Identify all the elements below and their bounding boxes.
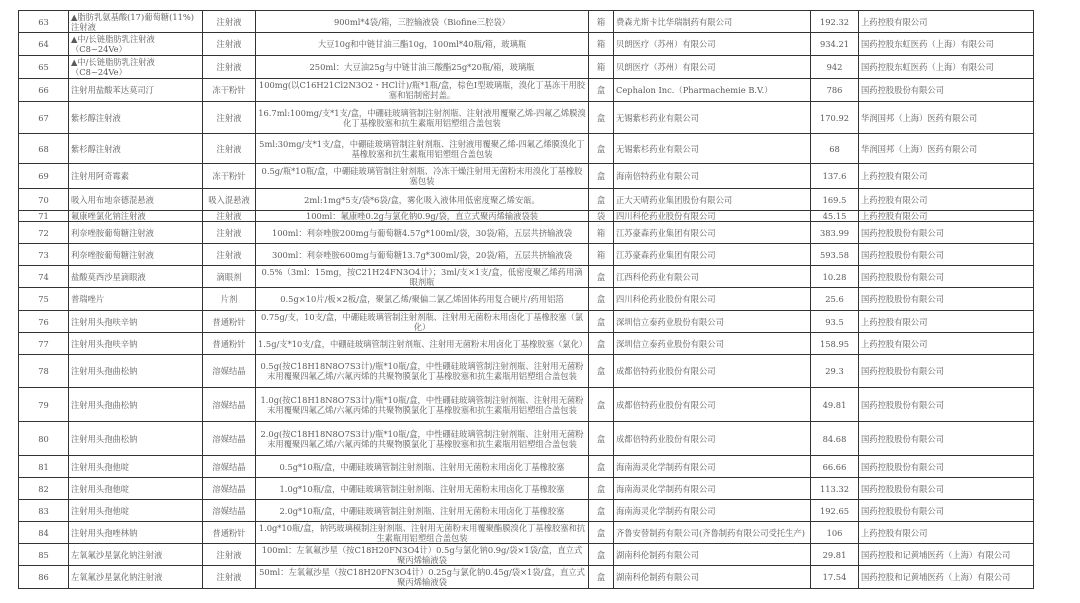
price-cell: 192.65 (811, 500, 859, 522)
row-number-cell: 80 (19, 422, 69, 456)
specification-cell: 2.0g*10瓶/盒，中硼硅玻璃管制注射剂瓶、注射用无菌粉末用卤化丁基橡胶塞 (256, 500, 589, 522)
manufacturer-cell: 深圳信立泰药业股份有限公司 (614, 333, 811, 355)
table-row (19, 456, 1034, 478)
drug-name-cell: 吸入用布地奈德混悬液 (69, 189, 203, 211)
distributor-cell: 国药控股股份有限公司 (859, 79, 1034, 102)
unit-cell: 箱 (589, 11, 614, 33)
manufacturer-cell: 齐鲁安替制药有限公司(齐鲁制药有限公司受托生产) (614, 522, 811, 544)
manufacturer-cell: 海南海灵化学制药有限公司 (614, 500, 811, 522)
unit-cell: 箱 (589, 244, 614, 266)
dosage-form-cell: 注射液 (203, 566, 256, 589)
row-number-cell: 75 (19, 288, 69, 311)
row-number-cell: 70 (19, 189, 69, 211)
specification-cell: 0.5g×10片/板×2板/盒，聚氯乙烯/聚偏二氯乙烯固体药用复合硬片/药用铝箔 (256, 288, 589, 311)
dosage-form-cell: 普通粉针 (203, 522, 256, 544)
price-cell: 25.6 (811, 288, 859, 311)
table-row (19, 522, 1034, 544)
unit-cell: 盒 (589, 388, 614, 422)
manufacturer-cell: 无锡紫杉药业有限公司 (614, 102, 811, 134)
row-number-cell: 68 (19, 134, 69, 164)
table-row (19, 333, 1034, 355)
manufacturer-cell: 成都倍特药业股份有限公司 (614, 388, 811, 422)
dosage-form-cell: 注射液 (203, 134, 256, 164)
distributor-cell: 国药控股东虹医药（上海）有限公司 (859, 56, 1034, 79)
drug-name-cell: ▲脂肪乳氨基酸(17)葡萄糖(11%)注射液 (69, 11, 203, 33)
specification-cell: 16.7ml:100mg/支*1支/盒，中硼硅玻璃管制注射剂瓶、注射液用覆聚乙烯-四氟乙烯膜溴化丁基橡胶塞和抗生素瓶用铝塑组合盖包装 (256, 102, 589, 134)
specification-cell: 300ml：利奈唑胺600mg与葡萄糖13.7g*300ml/袋，20袋/箱，五层共挤输液袋 (256, 244, 589, 266)
distributor-cell: 上药控股有限公司 (859, 164, 1034, 189)
unit-cell: 盒 (589, 134, 614, 164)
distributor-cell: 国药控股股份有限公司 (859, 422, 1034, 456)
drug-name-cell: 注射用头孢呋辛钠 (69, 311, 203, 333)
dosage-form-cell: 溶媒结晶 (203, 456, 256, 478)
price-cell: 170.92 (811, 102, 859, 134)
price-cell: 66.66 (811, 456, 859, 478)
manufacturer-cell: 贝朗医疗（苏州）有限公司 (614, 33, 811, 56)
dosage-form-cell: 片剂 (203, 288, 256, 311)
row-number-cell: 67 (19, 102, 69, 134)
price-cell: 934.21 (811, 33, 859, 56)
table-body (19, 11, 1034, 589)
price-cell: 17.54 (811, 566, 859, 589)
dosage-form-cell: 普通粉针 (203, 311, 256, 333)
drug-name-cell: 注射用头孢曲松钠 (69, 355, 203, 388)
drug-name-cell: 紫杉醇注射液 (69, 102, 203, 134)
manufacturer-cell: 无锡紫杉药业有限公司 (614, 134, 811, 164)
drug-name-cell: 左氧氟沙星氯化钠注射液 (69, 566, 203, 589)
specification-cell: 1.0g*10瓶/盒，钠钙玻璃模制注射剂瓶、注射用无菌粉末用覆聚酯膜溴化丁基橡胶塞和抗生素瓶用铝塑组合盖包装 (256, 522, 589, 544)
price-cell: 84.68 (811, 422, 859, 456)
manufacturer-cell: 成都倍特药业股份有限公司 (614, 355, 811, 388)
dosage-form-cell: 注射液 (203, 56, 256, 79)
manufacturer-cell: 四川科伦药业股份有限公司 (614, 288, 811, 311)
price-cell: 192.32 (811, 11, 859, 33)
distributor-cell: 国药控股股份有限公司 (859, 266, 1034, 288)
table-row (19, 311, 1034, 333)
table-row (19, 79, 1034, 102)
unit-cell: 盒 (589, 288, 614, 311)
specification-cell: 100mg(以C16H21Cl2N3O2・HCl计)/瓶*1瓶/盒，棕色Ⅰ型玻璃瓶，溴化丁基冻干用胶塞和铝制密封盖。 (256, 79, 589, 102)
row-number-cell: 71 (19, 211, 69, 222)
price-cell: 942 (811, 56, 859, 79)
manufacturer-cell: 四川科伦药业股份有限公司 (614, 211, 811, 222)
dosage-form-cell: 注射液 (203, 211, 256, 222)
table-row (19, 500, 1034, 522)
dosage-form-cell: 注射液 (203, 102, 256, 134)
unit-cell: 箱 (589, 56, 614, 79)
row-number-cell: 84 (19, 522, 69, 544)
drug-name-cell: 注射用头孢他啶 (69, 500, 203, 522)
table-row (19, 211, 1034, 222)
specification-cell: 1.5g/支*10支/盒，中硼硅玻璃管制注射剂瓶、注射用无菌粉末用卤化丁基橡胶塞（氯化） (256, 333, 589, 355)
dosage-form-cell: 溶媒结晶 (203, 355, 256, 388)
row-number-cell: 86 (19, 566, 69, 589)
unit-cell: 盒 (589, 266, 614, 288)
specification-cell: 0.5g/瓶*10瓶/盒，中硼硅玻璃管制注射剂瓶、冷冻干燥注射用无菌粉末用溴化丁基橡胶塞包装 (256, 164, 589, 189)
dosage-form-cell: 溶媒结晶 (203, 388, 256, 422)
unit-cell: 盒 (589, 478, 614, 500)
dosage-form-cell: 普通粉针 (203, 333, 256, 355)
dosage-form-cell: 冻干粉针 (203, 164, 256, 189)
distributor-cell: 国药控股股份有限公司 (859, 222, 1034, 244)
manufacturer-cell: 海南海灵化学制药有限公司 (614, 478, 811, 500)
price-cell: 68 (811, 134, 859, 164)
distributor-cell: 国药控股股份有限公司 (859, 388, 1034, 422)
row-number-cell: 69 (19, 164, 69, 189)
drug-name-cell: 利奈唑胺葡萄糖注射液 (69, 244, 203, 266)
unit-cell: 盒 (589, 164, 614, 189)
row-number-cell: 81 (19, 456, 69, 478)
distributor-cell: 国药控股和记黄埔医药（上海）有限公司 (859, 566, 1034, 589)
manufacturer-cell: 湖南科伦制药有限公司 (614, 544, 811, 566)
unit-cell: 盒 (589, 102, 614, 134)
row-number-cell: 78 (19, 355, 69, 388)
unit-cell: 盒 (589, 189, 614, 211)
specification-cell: 900ml*4袋/箱，三腔输液袋（Biofine三腔袋） (256, 11, 589, 33)
specification-cell: 1.0g*10瓶/盒，中硼硅玻璃管制注射剂瓶、注射用无菌粉末用卤化丁基橡胶塞 (256, 478, 589, 500)
specification-cell: 100ml：利奈唑胺200mg与葡萄糖4.57g*100ml/袋，30袋/箱，五层共挤输液袋 (256, 222, 589, 244)
drug-name-cell: 注射用头孢曲松钠 (69, 422, 203, 456)
price-cell: 113.32 (811, 478, 859, 500)
table-row (19, 566, 1034, 589)
price-cell: 158.95 (811, 333, 859, 355)
distributor-cell: 国药控股股份有限公司 (859, 288, 1034, 311)
row-number-cell: 83 (19, 500, 69, 522)
drug-name-cell: 注射用盐酸苯达莫司汀 (69, 79, 203, 102)
specification-cell: 5ml:30mg/支*1支/盒，中硼硅玻璃管制注射剂瓶、注射液用覆聚乙烯-四氟乙烯膜溴化丁基橡胶塞和抗生素瓶用铝塑组合盖包装 (256, 134, 589, 164)
drug-name-cell: 氟康唑氯化钠注射液 (69, 211, 203, 222)
manufacturer-cell: Cephalon Inc.（Pharmachemie B.V.） (614, 79, 811, 102)
table-row (19, 33, 1034, 56)
specification-cell: 250ml：大豆油25g与中链甘油三酸酯25g*20瓶/箱，玻璃瓶 (256, 56, 589, 79)
drug-name-cell: 利奈唑胺葡萄糖注射液 (69, 222, 203, 244)
row-number-cell: 72 (19, 222, 69, 244)
drug-name-cell: 注射用头孢他啶 (69, 478, 203, 500)
unit-cell: 盒 (589, 355, 614, 388)
dosage-form-cell: 注射液 (203, 544, 256, 566)
distributor-cell: 国药控股东虹医药（上海）有限公司 (859, 33, 1034, 56)
price-cell: 786 (811, 79, 859, 102)
price-cell: 29.3 (811, 355, 859, 388)
manufacturer-cell: 江苏豪森药业集团有限公司 (614, 244, 811, 266)
drug-name-cell: 注射用阿奇霉素 (69, 164, 203, 189)
manufacturer-cell: 海南海灵化学制药有限公司 (614, 456, 811, 478)
distributor-cell: 上药控股有限公司 (859, 189, 1034, 211)
unit-cell: 盒 (589, 456, 614, 478)
unit-cell: 箱 (589, 33, 614, 56)
table-row (19, 11, 1034, 33)
drug-name-cell: 盐酸莫西沙星滴眼液 (69, 266, 203, 288)
row-number-cell: 82 (19, 478, 69, 500)
drug-name-cell: ▲中/长链脂肪乳注射液（C8~24Ve） (69, 56, 203, 79)
dosage-form-cell: 溶媒结晶 (203, 422, 256, 456)
price-cell: 93.5 (811, 311, 859, 333)
distributor-cell: 上药控股有限公司 (859, 11, 1034, 33)
drug-name-cell: ▲中/长链脂肪乳注射液（C8~24Ve） (69, 33, 203, 56)
price-cell: 169.5 (811, 189, 859, 211)
distributor-cell: 国药控股股份有限公司 (859, 478, 1034, 500)
row-number-cell: 73 (19, 244, 69, 266)
specification-cell: 1.0g(按C18H18N8O7S3计)/瓶*10瓶/盒，中性硼硅玻璃管制注射剂瓶、注射用无菌粉末用覆聚四氟乙烯/六氟丙烯的共聚物膜氯化丁基橡胶塞和抗生素瓶用铝塑组合盖包装 (256, 388, 589, 422)
table-row (19, 244, 1034, 266)
price-cell: 137.6 (811, 164, 859, 189)
manufacturer-cell: 贝朗医疗（苏州）有限公司 (614, 56, 811, 79)
specification-cell: 2.0g(按C18H18N8O7S3计)/瓶*10瓶/盒，中性硼硅玻璃管制注射剂瓶、注射用无菌粉末用覆聚四氟乙烯/六氟丙烯的共聚物膜氯化丁基橡胶塞和抗生素瓶用铝塑组合盖包装 (256, 422, 589, 456)
distributor-cell: 上药控股有限公司 (859, 311, 1034, 333)
drug-price-table (18, 10, 1034, 589)
table-row (19, 478, 1034, 500)
row-number-cell: 85 (19, 544, 69, 566)
specification-cell: 100ml：氟康唑0.2g与氯化钠0.9g/袋，直立式聚丙烯输液袋装 (256, 211, 589, 222)
manufacturer-cell: 正大天晴药业集团股份有限公司 (614, 189, 811, 211)
specification-cell: 0.5g(按C18H18N8O7S3计)/瓶*10瓶/盒，中性硼硅玻璃管制注射剂瓶、注射用无菌粉末用覆聚四氟乙烯/六氟丙烯的共聚物膜氯化丁基橡胶塞和抗生素瓶用铝塑组合盖包装 (256, 355, 589, 388)
drug-name-cell: 紫杉醇注射液 (69, 134, 203, 164)
unit-cell: 盒 (589, 79, 614, 102)
distributor-cell: 国药控股股份有限公司 (859, 456, 1034, 478)
manufacturer-cell: 湖南科伦制药有限公司 (614, 566, 811, 589)
distributor-cell: 华润国邦（上海）医药有限公司 (859, 102, 1034, 134)
distributor-cell: 国药控股股份有限公司 (859, 500, 1034, 522)
distributor-cell: 国药控股股份有限公司 (859, 244, 1034, 266)
unit-cell: 盒 (589, 544, 614, 566)
manufacturer-cell: 海南倍特药业有限公司 (614, 164, 811, 189)
dosage-form-cell: 注射液 (203, 244, 256, 266)
unit-cell: 箱 (589, 222, 614, 244)
unit-cell: 袋 (589, 211, 614, 222)
distributor-cell: 上药控股有限公司 (859, 333, 1034, 355)
distributor-cell: 国药控股股份有限公司 (859, 355, 1034, 388)
price-cell: 10.28 (811, 266, 859, 288)
row-number-cell: 74 (19, 266, 69, 288)
dosage-form-cell: 注射液 (203, 222, 256, 244)
specification-cell: 0.75g/支，10支/盒，中硼硅玻璃管制注射剂瓶、注射用无菌粉末用卤化丁基橡胶塞（氯化） (256, 311, 589, 333)
drug-name-cell: 注射用头孢他啶 (69, 456, 203, 478)
unit-cell: 盒 (589, 566, 614, 589)
table-row (19, 189, 1034, 211)
price-cell: 45.15 (811, 211, 859, 222)
price-cell: 383.99 (811, 222, 859, 244)
unit-cell: 盒 (589, 311, 614, 333)
dosage-form-cell: 溶媒结晶 (203, 500, 256, 522)
manufacturer-cell: 成都倍特药业股份有限公司 (614, 422, 811, 456)
price-cell: 49.81 (811, 388, 859, 422)
price-cell: 593.58 (811, 244, 859, 266)
row-number-cell: 65 (19, 56, 69, 79)
specification-cell: 50ml：左氧氟沙星（按C18H20FN3O4计）0.25g与氯化钠0.45g/袋×1袋/盒，直立式聚丙烯输液袋 (256, 566, 589, 589)
unit-cell: 盒 (589, 422, 614, 456)
drug-name-cell: 注射用头孢唑林钠 (69, 522, 203, 544)
row-number-cell: 63 (19, 11, 69, 33)
distributor-cell: 国药控股和记黄埔医药（上海）有限公司 (859, 544, 1034, 566)
dosage-form-cell: 滴眼剂 (203, 266, 256, 288)
manufacturer-cell: 深圳信立泰药业股份有限公司 (614, 311, 811, 333)
dosage-form-cell: 冻干粉针 (203, 79, 256, 102)
table-row (19, 388, 1034, 422)
dosage-form-cell: 注射液 (203, 11, 256, 33)
row-number-cell: 64 (19, 33, 69, 56)
specification-cell: 100ml：左氧氟沙星（按C18H20FN3O4计）0.5g与氯化钠0.9g/袋×1袋/盒，直立式聚丙烯输液袋 (256, 544, 589, 566)
manufacturer-cell: 江苏豪森药业集团有限公司 (614, 222, 811, 244)
row-number-cell: 76 (19, 311, 69, 333)
table-row (19, 288, 1034, 311)
unit-cell: 盒 (589, 333, 614, 355)
row-number-cell: 79 (19, 388, 69, 422)
drug-name-cell: 注射用头孢呋辛钠 (69, 333, 203, 355)
dosage-form-cell: 吸入混悬液 (203, 189, 256, 211)
table-row (19, 222, 1034, 244)
table-row (19, 134, 1034, 164)
distributor-cell: 上药控股有限公司 (859, 211, 1034, 222)
table-row (19, 544, 1034, 566)
dosage-form-cell: 注射液 (203, 33, 256, 56)
table-row (19, 266, 1034, 288)
table-row (19, 56, 1034, 79)
dosage-form-cell: 溶媒结晶 (203, 478, 256, 500)
table-row (19, 422, 1034, 456)
manufacturer-cell: 费森尤斯卡比华瑞制药有限公司 (614, 11, 811, 33)
drug-name-cell: 注射用头孢曲松钠 (69, 388, 203, 422)
drug-name-cell: 普瑞唑片 (69, 288, 203, 311)
table-row (19, 164, 1034, 189)
row-number-cell: 77 (19, 333, 69, 355)
specification-cell: 0.5g*10瓶/盒，中硼硅玻璃管制注射剂瓶、注射用无菌粉末用卤化丁基橡胶塞 (256, 456, 589, 478)
specification-cell: 大豆10g和中链甘油三酯10g，100ml*40瓶/箱，玻璃瓶 (256, 33, 589, 56)
price-cell: 29.81 (811, 544, 859, 566)
distributor-cell: 华润国邦（上海）医药有限公司 (859, 134, 1034, 164)
unit-cell: 盒 (589, 522, 614, 544)
table-row (19, 102, 1034, 134)
unit-cell: 盒 (589, 500, 614, 522)
manufacturer-cell: 江西科伦药业有限公司 (614, 266, 811, 288)
drug-name-cell: 左氧氟沙星氯化钠注射液 (69, 544, 203, 566)
price-cell: 106 (811, 522, 859, 544)
row-number-cell: 66 (19, 79, 69, 102)
distributor-cell: 上药控股有限公司 (859, 522, 1034, 544)
specification-cell: 2ml:1mg*5支/袋*6袋/盒，雾化吸入液体用低密度聚乙烯安瓿。 (256, 189, 589, 211)
specification-cell: 0.5%（3ml：15mg，按C21H24FN3O4计）；3ml/支×1支/盒，低密度聚乙烯药用滴眼剂瓶 (256, 266, 589, 288)
table-row (19, 355, 1034, 388)
